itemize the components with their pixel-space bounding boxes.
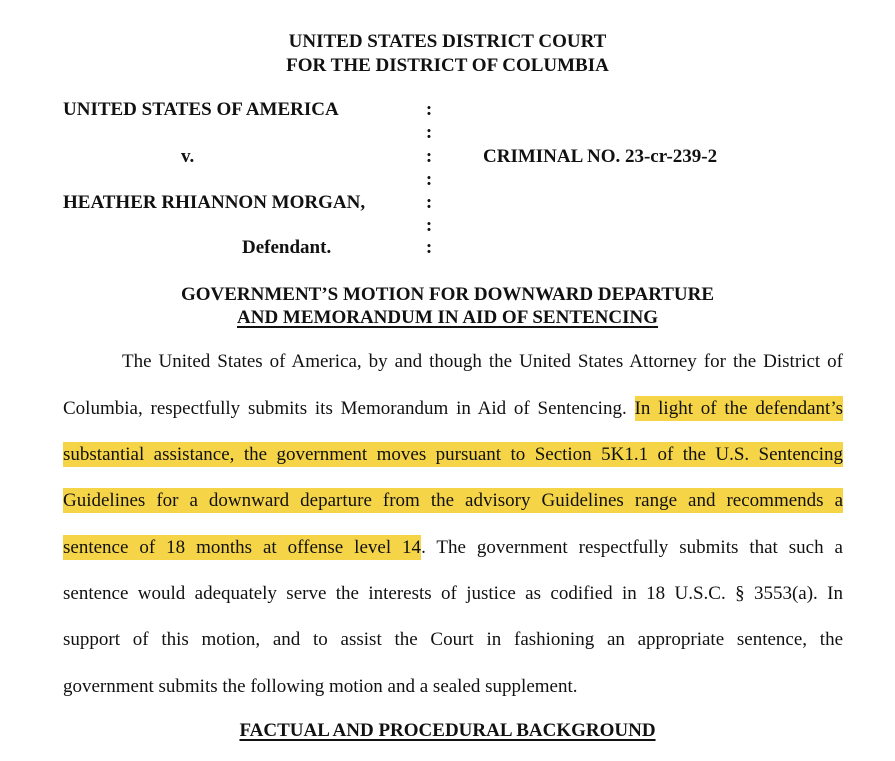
- body-line: The United States of America, by and though the United States Attorney for the District of: [122, 351, 843, 372]
- motion-title: GOVERNMENT’S MOTION FOR DOWNWARD DEPARTURE: [180, 284, 715, 305]
- body-line: [63, 488, 843, 514]
- body-text: . The government respectfully submits that such a: [421, 537, 843, 558]
- highlighted-text: In light of the defendant’s: [634, 398, 843, 419]
- highlighted-text: substantial assistance, the government moves pursuant to Section 5K1.1 of the U.S. Sentencing: [63, 444, 843, 465]
- section-heading: FACTUAL AND PROCEDURAL BACKGROUND: [239, 720, 656, 741]
- section-heading-wrap: [0, 720, 895, 742]
- case-number: CRIMINAL NO. 23-cr-239-2: [483, 146, 718, 167]
- body-line: support of this motion, and to assist the Court in fashioning an appropriate sentence, the: [63, 629, 843, 650]
- motion-subtitle-wrap: [0, 307, 895, 329]
- caption-defendant-role: Defendant.: [242, 237, 332, 258]
- court-name: UNITED STATES DISTRICT COURT: [288, 31, 607, 52]
- body-line: [63, 535, 843, 561]
- motion-subtitle: AND MEMORANDUM IN AID OF SENTENCING: [237, 307, 658, 328]
- caption-colon: :: [425, 99, 433, 120]
- body-text: Columbia, respectfully submits its Memorandum in Aid of Sentencing.: [63, 398, 635, 419]
- caption-colon: :: [425, 122, 433, 143]
- body-line: sentence would adequately serve the interests of justice as codified in 18 U.S.C. § 3553(a). In: [63, 583, 843, 604]
- caption-versus: v.: [181, 146, 195, 167]
- caption-colon: :: [425, 192, 433, 213]
- body-line: government submits the following motion and a sealed supplement.: [63, 676, 578, 697]
- highlighted-text: sentence of 18 months at offense level 14: [63, 537, 422, 558]
- caption-colon: :: [425, 215, 433, 236]
- caption-colon: :: [425, 169, 433, 190]
- caption-defendant: HEATHER RHIANNON MORGAN,: [63, 192, 366, 213]
- body-line: [63, 396, 843, 422]
- court-district: FOR THE DISTRICT OF COLUMBIA: [286, 55, 609, 76]
- caption-colon: :: [425, 146, 433, 167]
- highlighted-text: Guidelines for a downward departure from the advisory Guidelines range and recommends a: [63, 490, 843, 511]
- caption-colon: :: [425, 237, 433, 258]
- body-line: [63, 442, 843, 468]
- caption-plaintiff: UNITED STATES OF AMERICA: [63, 99, 339, 120]
